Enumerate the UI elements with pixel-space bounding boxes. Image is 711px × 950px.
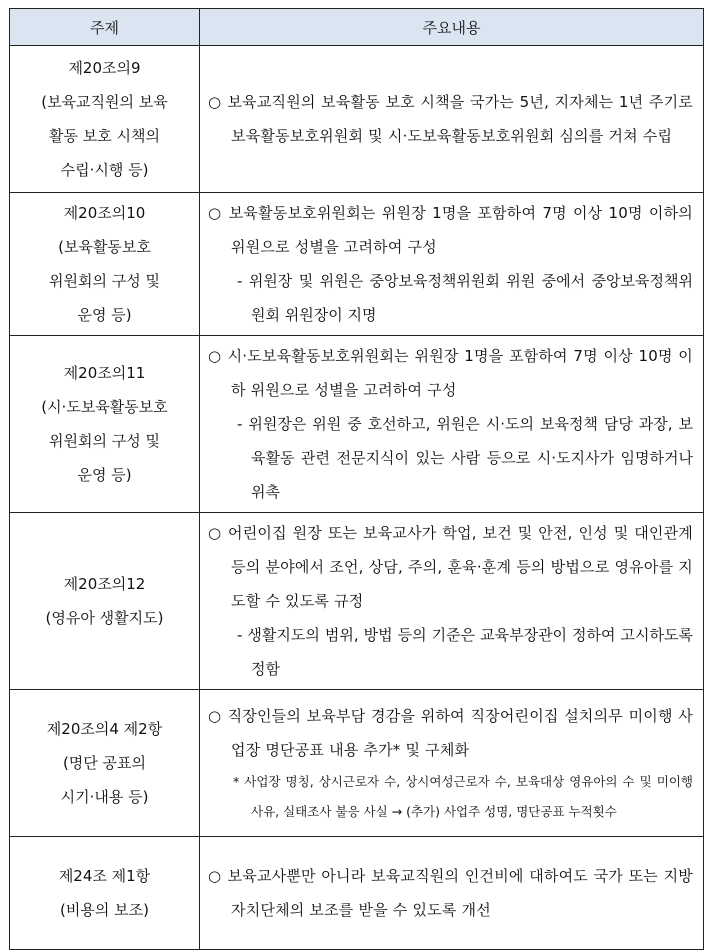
content-cell — [200, 193, 704, 336]
table-row — [10, 690, 704, 837]
topic-line: (보육활동보호 — [58, 238, 151, 256]
content-cell — [200, 837, 704, 950]
content-cell — [200, 336, 704, 513]
content-cell — [200, 46, 704, 193]
topic-line: 제20조의4 제2항 — [46, 720, 163, 738]
table-row — [10, 46, 704, 193]
topic-line: 수립·시행 등) — [60, 161, 149, 179]
content-item: ○ 직장인들의 보육부담 경감을 위하여 직장어린이집 설치의무 미이행 사업장 명단공표 내용 추가* 및 구체화 — [208, 707, 693, 759]
topic-line: 운영 등) — [77, 306, 132, 324]
topic-cell — [10, 690, 200, 837]
topic-line: 시기·내용 등) — [60, 788, 149, 806]
topic-line: (영유아 생활지도) — [45, 609, 164, 627]
topic-line: 제20조의9 — [68, 59, 141, 77]
content-cell — [200, 690, 704, 837]
topic-cell — [10, 46, 200, 193]
summary-table — [9, 8, 704, 950]
topic-line: 제20조의12 — [63, 575, 146, 593]
content-note: * 사업장 명칭, 상시근로자 수, 상시여성근로자 수, 보육대상 영유아의 수 및 미이행 사유, 실태조사 불응 사실 → (추가) 사업주 성명, 명단공표 누적횟수 — [233, 774, 693, 819]
content-subitem: - 생활지도의 범위, 방법 등의 기준은 교육부장관이 정하여 고시하도록 정함 — [237, 626, 693, 678]
topic-cell — [10, 193, 200, 336]
content-item: ○ 보육활동보호위원회는 위원장 1명을 포함하여 7명 이상 10명 이하의 위원으로 성별을 고려하여 구성 — [208, 204, 693, 256]
table-row — [10, 513, 704, 690]
table-row — [10, 193, 704, 336]
content-subitem: - 위원장 및 위원은 중앙보육정책위원회 위원 중에서 중앙보육정책위원회 위원장이 지명 — [237, 272, 693, 324]
content-item: ○ 시·도보육활동보호위원회는 위원장 1명을 포함하여 7명 이상 10명 이하 위원으로 성별을 고려하여 구성 — [208, 347, 693, 399]
topic-line: 제24조 제1항 — [58, 867, 151, 885]
topic-line: 위원회의 구성 및 — [49, 432, 160, 450]
content-subitem: - 위원장은 위원 중 호선하고, 위원은 시·도의 보육정책 담당 과장, 보육활동 관련 전문지식이 있는 사람 등으로 시·도지사가 임명하거나 위촉 — [237, 415, 693, 501]
topic-line: 제20조의10 — [63, 204, 146, 222]
header-row — [10, 9, 704, 46]
topic-line: 제20조의11 — [63, 364, 146, 382]
content-cell — [200, 513, 704, 690]
topic-line: (비용의 보조) — [60, 901, 149, 919]
topic-cell — [10, 837, 200, 950]
table-row — [10, 837, 704, 950]
topic-line: 활동 보호 시책의 — [49, 127, 160, 145]
table-row — [10, 336, 704, 513]
topic-line: 운영 등) — [77, 466, 132, 484]
topic-line: (보육교직원의 보육 — [41, 93, 168, 111]
topic-line: (시·도보육활동보호 — [41, 398, 168, 416]
content-item: ○ 보육교직원의 보육활동 보호 시책을 국가는 5년, 지자체는 1년 주기로 보육활동보호위원회 및 시·도보육활동보호위원회 심의를 거쳐 수립 — [208, 93, 693, 145]
topic-cell — [10, 336, 200, 513]
topic-line: 위원회의 구성 및 — [49, 272, 160, 290]
content-item: ○ 보육교사뿐만 아니라 보육교직원의 인건비에 대하여도 국가 또는 지방자치단체의 보조를 받을 수 있도록 개선 — [208, 867, 693, 919]
content-item: ○ 어린이집 원장 또는 보육교사가 학업, 보건 및 안전, 인성 및 대인관계 등의 분야에서 조언, 상담, 주의, 훈육·훈계 등의 방법으로 영유아를 지도할 수 있도록 규정 — [208, 524, 693, 610]
topic-cell — [10, 513, 200, 690]
header-content: 주요내용 — [200, 9, 704, 46]
topic-line: (명단 공표의 — [62, 754, 147, 772]
header-topic: 주제 — [10, 9, 200, 46]
